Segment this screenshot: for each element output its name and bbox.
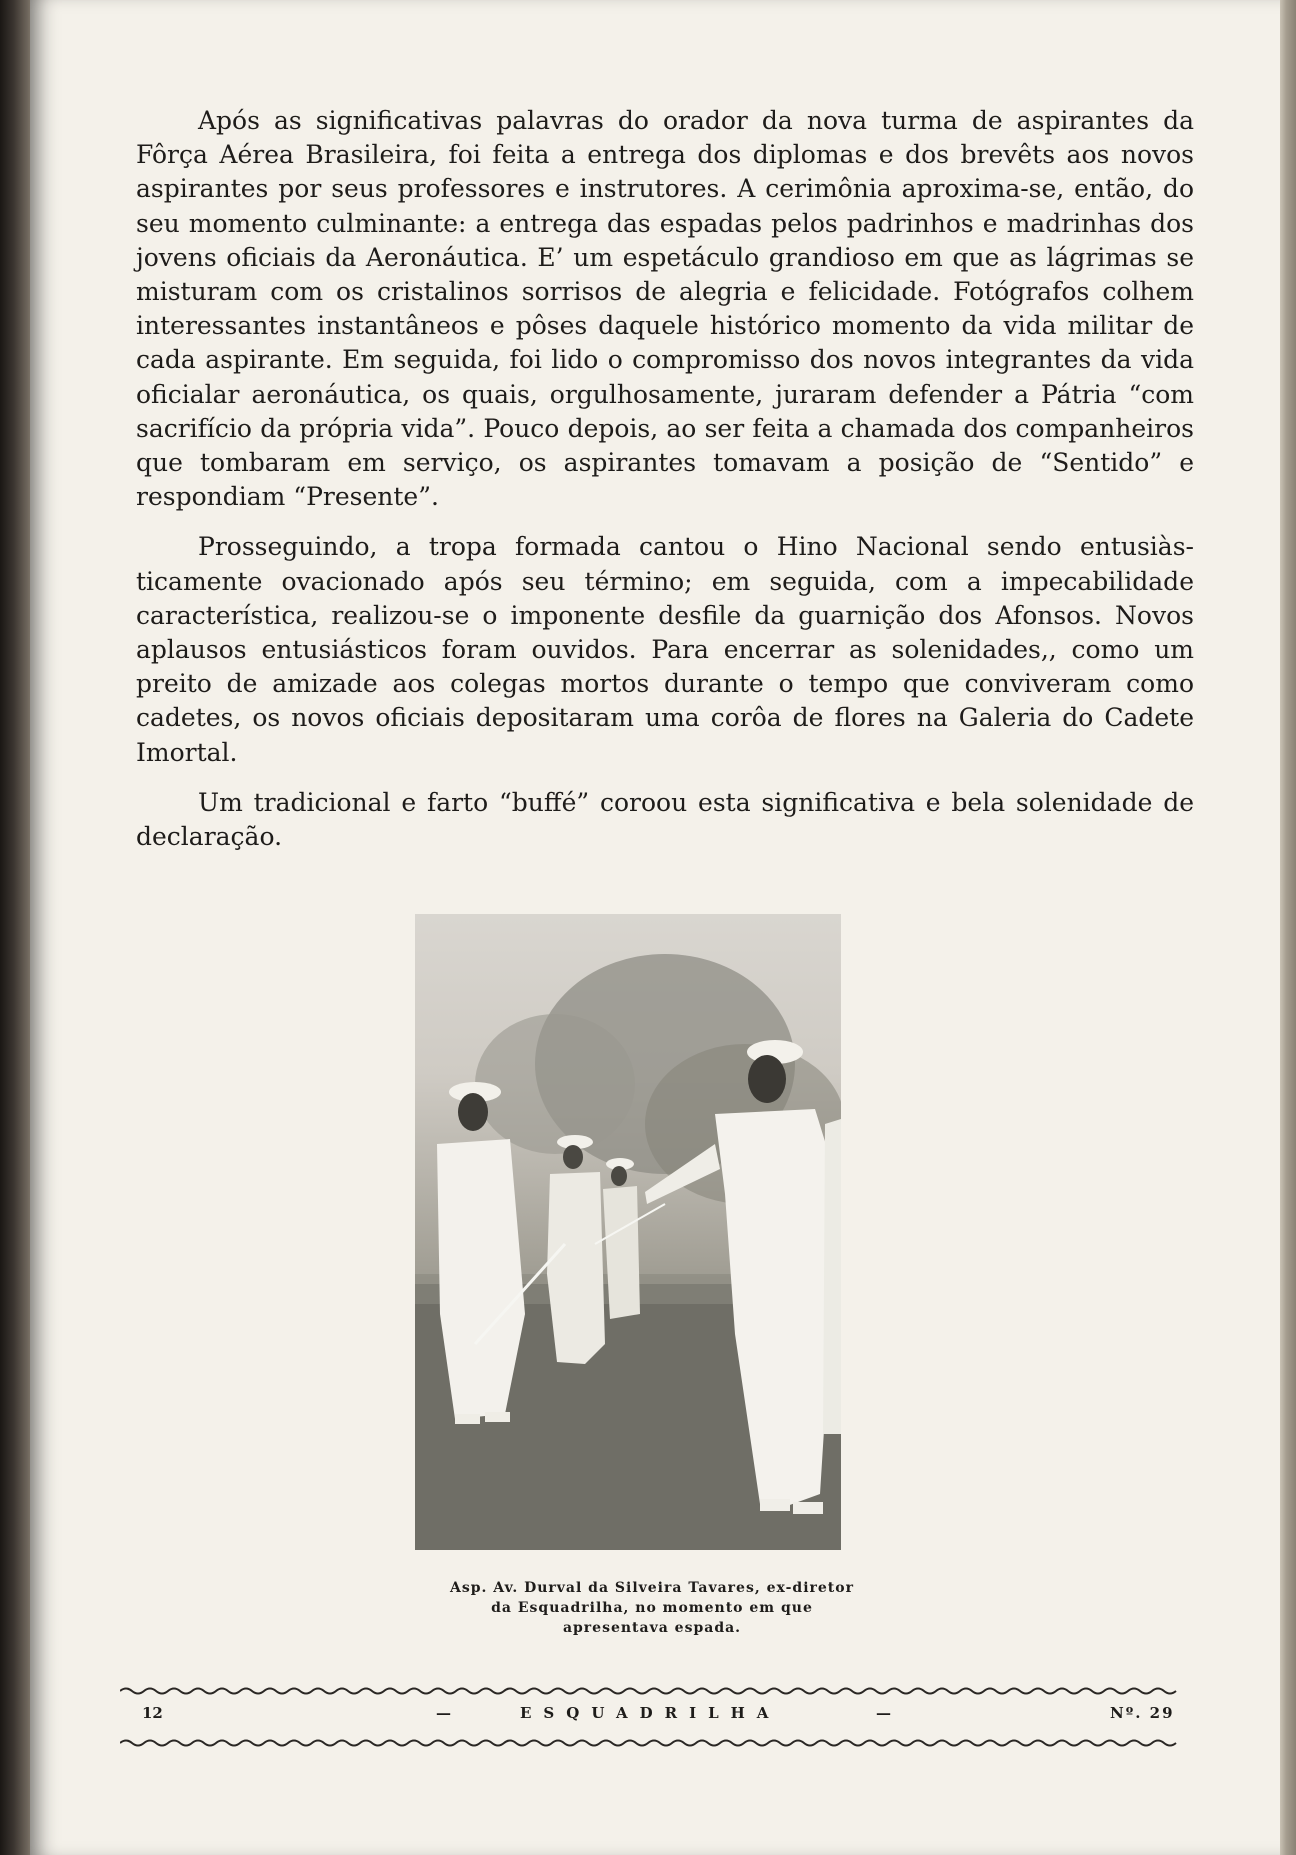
- photo-caption: Asp. Av. Durval da Silveira Tavares, ex-diretor da Esquadrilha, no momento em que apresentava espada.: [450, 1580, 854, 1636]
- ceremony-photo-illustration: [415, 914, 841, 1550]
- footer-bottom-wavy-rule: [120, 1738, 1198, 1748]
- ceremony-photo: [415, 914, 841, 1550]
- book-binding: [0, 0, 34, 1855]
- article-paragraph-3: Um tradicional e farto “buffé” coroou esta significativa e bela solenidade de declaração.: [136, 787, 1194, 852]
- issue-number: Nº. 29: [1110, 1704, 1175, 1722]
- page-footer: [120, 1704, 1198, 1728]
- article-body: [136, 104, 1194, 870]
- footer-dash-right: —: [876, 1704, 891, 1722]
- footer-top-wavy-rule: [120, 1686, 1198, 1696]
- article-paragraph-1: Após as significativas palavras do orador da nova turma de aspirantes da Fôrça Aérea Brasileira, foi feita a entrega dos diplomas e dos brevêts aos novos aspirantes por seus professores e instrutores. A cerimônia aproxima-se, então, do seu momento culminante: a entrega das espadas pelos padrinhos e madrinhas dos jovens oficiais da Aeronáutica. E’ um espetáculo grandioso em que as lágrimas se misturam com os cristalinos sorrisos de alegria e felicidade. Fotógrafos colhem interessantes instantâneos e pôses daquele histórico momento da vida militar de cada aspirante. Em seguida, foi lido o compromisso dos novos integrantes da vida oficialar aeronáutica, os quais, orgulhosamente, juraram defender a Pátria “com sacrifício da própria vida”. Pouco depois, ao ser feita a chamada dos companheiros que tombaram em serviço, os aspirantes tomavam a posição de “Sentido” e respondiam “Presente”.: [136, 106, 1194, 512]
- page-number: 12: [142, 1704, 163, 1722]
- footer-dash-left: —: [436, 1704, 451, 1722]
- article-paragraph-2: Prosseguindo, a tropa formada cantou o Hino Nacional sendo entusiàsticamente ovacionado após seu término; em seguida, com a impecabilidade característica, realizou-se o imponente desfile da guarnição dos Afonsos. Novos aplausos entusiásticos foram ouvidos. Para encerrar as solenidades,, como um preito de amizade aos colegas mortos durante o tempo que conviveram como cadetes, os novos oficiais depositaram uma corôa de flores na Galeria do Cadete Imortal.: [136, 532, 1194, 767]
- magazine-title: ESQUADRILHA: [520, 1704, 781, 1722]
- page-edge-stack: [1280, 0, 1296, 1855]
